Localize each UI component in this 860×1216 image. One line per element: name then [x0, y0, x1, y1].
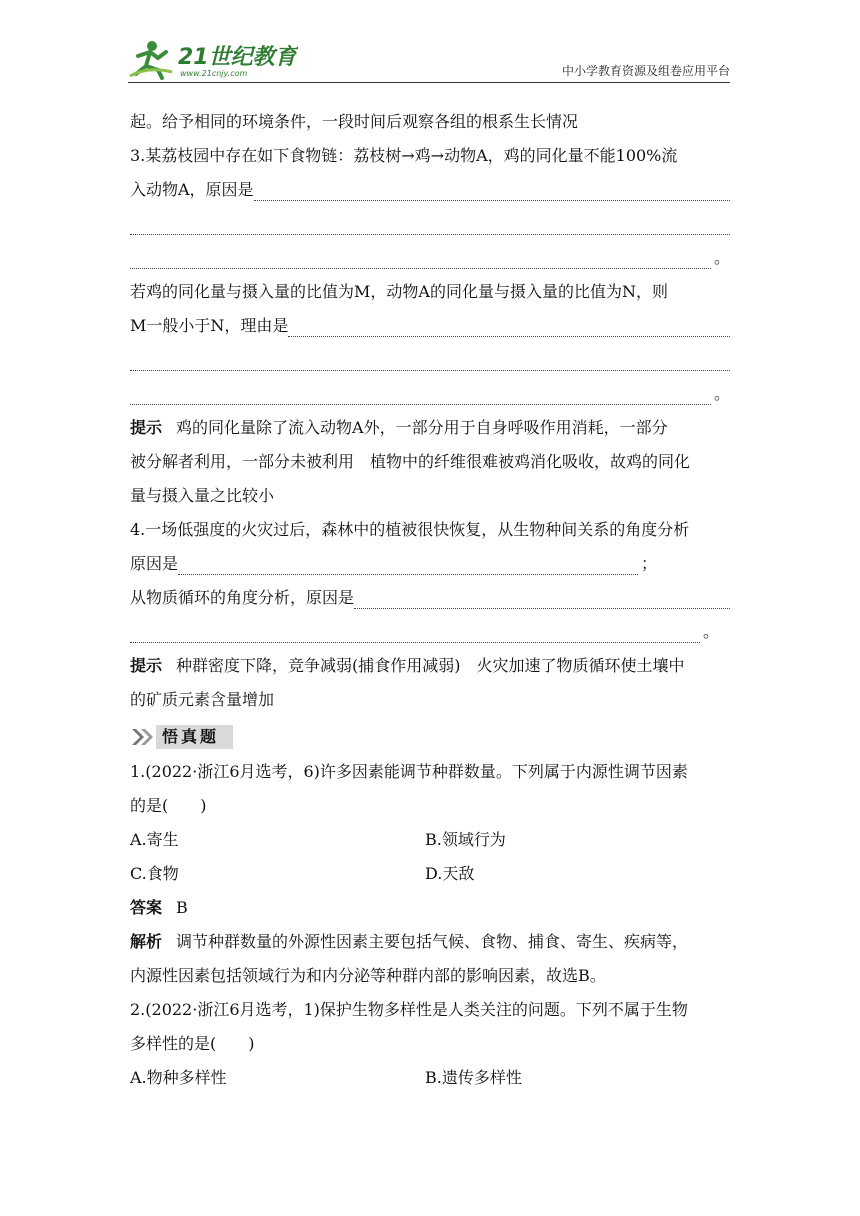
document-body — [130, 105, 730, 1095]
question-3-blank-line: 入动物A，原因是 — [130, 173, 730, 207]
problem-1-stem: 1.(2022·浙江6月选考，6)许多因素能调节种群数量。下列属于内源性调节因素 — [130, 762, 688, 781]
option-b[interactable]: B.遗传多样性 — [425, 1068, 522, 1087]
problem-2-stem: 2.(2022·浙江6月选考，1)保护生物多样性是人类关注的问题。下列不属于生物 — [130, 1000, 688, 1019]
analysis-text: 内源性因素包括领域行为和内分泌等种群内部的影响因素，故选B。 — [130, 966, 606, 985]
answer-value: B — [176, 898, 188, 917]
option-c[interactable]: C.食物 — [130, 864, 179, 883]
hint-1-text: 量与摄入量之比较小 — [130, 486, 275, 505]
analysis-label: 解析 — [130, 932, 163, 951]
section-header — [130, 723, 730, 751]
option-d[interactable]: D.天敌 — [425, 864, 475, 883]
answer-blank[interactable] — [130, 246, 711, 269]
site-logo — [128, 36, 298, 80]
question-4-blank-line: 原因是 ； — [130, 554, 658, 573]
svg-text:www.21cnjy.com: www.21cnjy.com — [180, 69, 248, 78]
answer-blank[interactable] — [254, 178, 730, 201]
problem-1-options-row — [130, 857, 730, 891]
text-line: 起。给予相同的环境条件，一段时间后观察各组的根系生长情况 — [130, 112, 579, 131]
header-divider — [128, 82, 730, 83]
double-chevron-icon — [130, 727, 156, 747]
hint-2: 提示 种群密度下降，竞争减弱(捕食作用减弱) 火灾加速了物质循环使土壤中 — [130, 649, 730, 683]
problem-2-options-row — [130, 1061, 730, 1095]
question-3b-blank-line: M一般小于N，理由是 — [130, 309, 730, 343]
hint-2-text: 的矿质元素含量增加 — [130, 690, 275, 709]
running-man-icon — [130, 41, 172, 78]
answer-blank-line: 。 — [130, 615, 730, 649]
page-header — [128, 36, 730, 82]
question-3-stem: 3.某荔枝园中存在如下食物链：荔枝树→鸡→动物A，鸡的同化量不能100%流 — [130, 146, 678, 165]
question-4b-blank-line: 从物质循环的角度分析，原因是 — [130, 581, 730, 615]
hint-1: 提示 鸡的同化量除了流入动物A外，一部分用于自身呼吸作用消耗，一部分 — [130, 411, 730, 445]
answer-blank-line: 。 — [130, 377, 730, 411]
answer-blank[interactable] — [130, 620, 700, 643]
hint-label: 提示 — [130, 656, 163, 675]
answer-blank[interactable] — [130, 348, 730, 371]
question-3b-stem: 若鸡的同化量与摄入量的比值为M，动物A的同化量与摄入量的比值为N，则 — [130, 282, 668, 301]
svg-text:21世纪教育: 21世纪教育 — [178, 45, 297, 70]
hint-label: 提示 — [130, 418, 163, 437]
section-title: 悟真题 — [156, 725, 233, 749]
answer-blank-line — [130, 207, 730, 241]
option-a[interactable]: A.物种多样性 — [130, 1068, 227, 1087]
answer-blank-line: 。 — [130, 241, 730, 275]
question-4-stem: 4.一场低强度的火灾过后，森林中的植被很快恢复，从生物种间关系的角度分析 — [130, 520, 690, 539]
header-platform-text: 中小学教育资源及组卷应用平台 — [561, 64, 730, 78]
answer-label: 答案 — [130, 898, 163, 917]
answer-blank[interactable] — [178, 552, 638, 575]
answer — [130, 891, 730, 925]
problem-1-options-row — [130, 823, 730, 857]
option-a[interactable]: A.寄生 — [130, 830, 179, 849]
answer-blank[interactable] — [130, 382, 711, 405]
option-b[interactable]: B.领域行为 — [425, 830, 506, 849]
answer-blank[interactable] — [130, 212, 730, 235]
problem-2-stem: 多样性的是( ) — [130, 1034, 255, 1053]
problem-1-stem: 的是( ) — [130, 796, 207, 815]
answer-blank-line — [130, 343, 730, 377]
answer-blank[interactable] — [354, 586, 730, 609]
answer-blank[interactable] — [288, 314, 730, 337]
analysis: 解析 调节种群数量的外源性因素主要包括气候、食物、捕食、寄生、疾病等， — [130, 925, 730, 959]
hint-1-text: 被分解者利用，一部分未被利用 植物中的纤维很难被鸡消化吸收，故鸡的同化 — [130, 452, 691, 471]
